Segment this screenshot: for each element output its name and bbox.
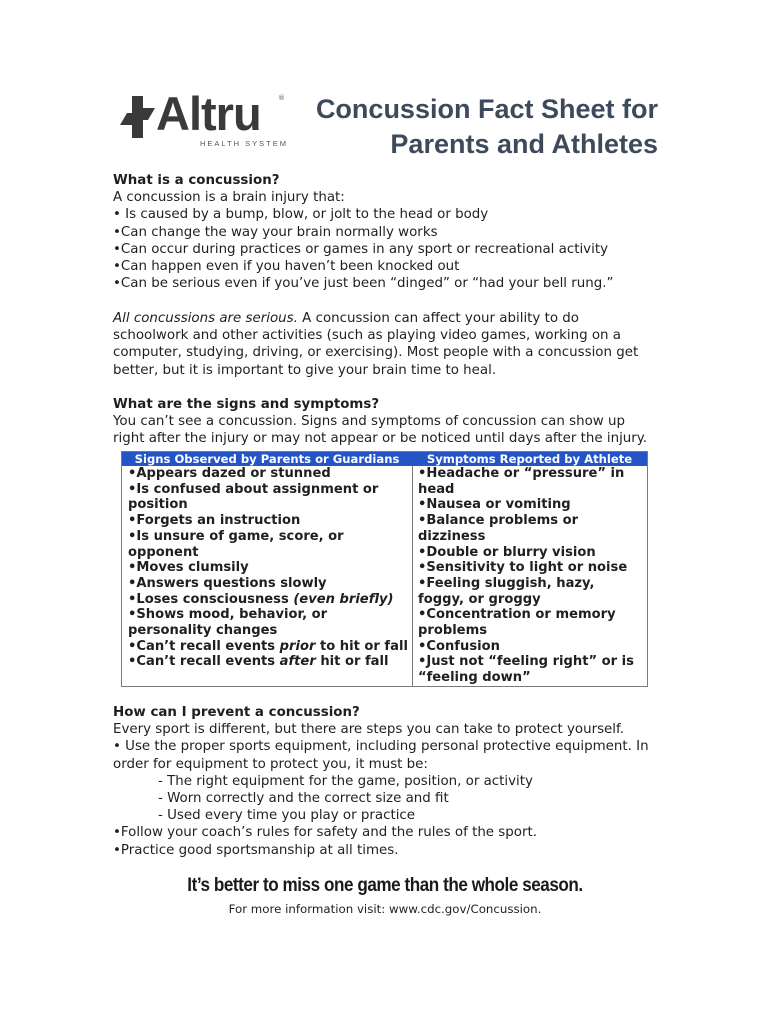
logo-registered-mark: ® — [278, 94, 285, 102]
sign-item: •Forgets an instruction — [128, 513, 301, 529]
altru-logo — [118, 87, 288, 152]
prevent-sub-item: - The right equipment for the game, position, or activity — [158, 773, 533, 789]
symptom-item: •Confusion — [418, 638, 500, 654]
sign-emphasis: prior — [279, 638, 316, 654]
symptom-item: •Just not “feeling right” or is “feeling down” — [418, 654, 634, 686]
section-what-is — [113, 172, 658, 292]
heading-signs: What are the signs and symptoms? — [113, 397, 380, 412]
what-is-bullet: • Is caused by a bump, blow, or jolt to the head or body — [113, 207, 489, 223]
sign-item: •Is confused about assignment or position — [128, 481, 379, 513]
symptom-item: •Concentration or memory problems — [418, 607, 616, 639]
prevent-sub-item: - Used every time you play or practice — [158, 808, 416, 824]
section-signs — [113, 396, 658, 448]
logo-wordmark: Altru — [156, 87, 261, 140]
sign-text: to hit or fall — [315, 638, 408, 654]
sign-emphasis: after — [279, 654, 316, 670]
serious-lead: All concussions are serious. — [113, 311, 298, 326]
sign-item: •Shows mood, behavior, or personality changes — [128, 607, 328, 639]
symptoms-table — [121, 451, 648, 687]
prevent-intro: Every sport is different, but there are steps you can take to protect yourself. — [113, 722, 625, 738]
symptom-item: •Sensitivity to light or noise — [418, 560, 628, 576]
sign-item — [128, 654, 408, 670]
heading-what-is: What is a concussion? — [113, 173, 280, 188]
prevent-sub-item: - Worn correctly and the correct size and fit — [158, 791, 449, 807]
serious-paragraph — [113, 310, 658, 379]
prevent-equipment: • Use the proper sports equipment, including personal protective equipment. In order for equipment to protect you, it must be: — [113, 739, 649, 772]
altru-cross-icon — [118, 96, 158, 138]
symptom-item: •Feeling sluggish, hazy, foggy, or groggy — [418, 575, 595, 607]
prevent-sportsmanship: •Practice good sportsmanship at all times. — [113, 842, 399, 858]
sign-text: •Can’t recall events — [128, 638, 280, 654]
signs-column — [122, 452, 413, 686]
sign-item: •Appears dazed or stunned — [128, 466, 331, 481]
sign-item: •Moves clumsily — [128, 560, 249, 576]
sign-text: hit or fall — [315, 654, 389, 670]
what-is-bullet: •Can occur during practices or games in any sport or recreational activity — [113, 241, 609, 257]
symptoms-list — [412, 466, 647, 686]
sign-emphasis: (even briefly) — [293, 591, 394, 607]
sign-text: •Loses consciousness — [128, 591, 294, 607]
symptom-item: •Balance problems or dizziness — [418, 513, 579, 544]
section-prevent — [113, 704, 658, 859]
symptom-item: •Nausea or vomiting — [418, 497, 571, 513]
what-is-intro: A concussion is a brain injury that: — [113, 190, 345, 206]
sign-item — [128, 592, 408, 608]
title-line-2: Parents and Athletes — [390, 129, 658, 159]
sign-item: •Is unsure of game, score, or opponent — [128, 528, 344, 560]
sign-item: •Answers questions slowly — [128, 575, 327, 591]
symptom-item: •Headache or “pressure” in head — [418, 466, 625, 497]
what-is-bullet: •Can happen even if you haven’t been knocked out — [113, 259, 460, 275]
symptom-item: •Double or blurry vision — [418, 544, 596, 560]
signs-intro: You can’t see a concussion. Signs and symptoms of concussion can show up right after the injury or may not appear or be noticed until days after the injury. — [113, 414, 648, 447]
what-is-bullet: •Can change the way your brain normally works — [113, 224, 438, 240]
signs-column-header: Signs Observed by Parents or Guardians — [122, 452, 412, 466]
serious-body: A concussion can affect your ability to do schoolwork and other activities (such as playing video games, working on a computer, studying, driving, or exercising). Most people with a concussion get better, but it is important to give your brain time to heal. — [113, 311, 639, 378]
symptoms-column-header: Symptoms Reported by Athlete — [412, 452, 647, 466]
heading-prevent: How can I prevent a concussion? — [113, 705, 360, 720]
sign-item — [128, 639, 408, 655]
prevent-rules: •Follow your coach’s rules for safety and the rules of the sport. — [113, 825, 537, 841]
signs-list — [122, 466, 412, 670]
page-title — [316, 92, 658, 162]
more-info-line: For more information visit: www.cdc.gov/Concussion. — [228, 902, 542, 916]
what-is-bullet: •Can be serious even if you’ve just been “dinged” or “had your bell rung.” — [113, 276, 614, 292]
logo-subtext: HEALTH SYSTEM — [200, 139, 288, 148]
title-line-1: Concussion Fact Sheet for — [315, 94, 658, 124]
symptoms-column — [412, 452, 647, 686]
slogan: It’s better to miss one game than the whole season. — [187, 875, 583, 896]
sign-text: •Can’t recall events — [128, 654, 280, 670]
